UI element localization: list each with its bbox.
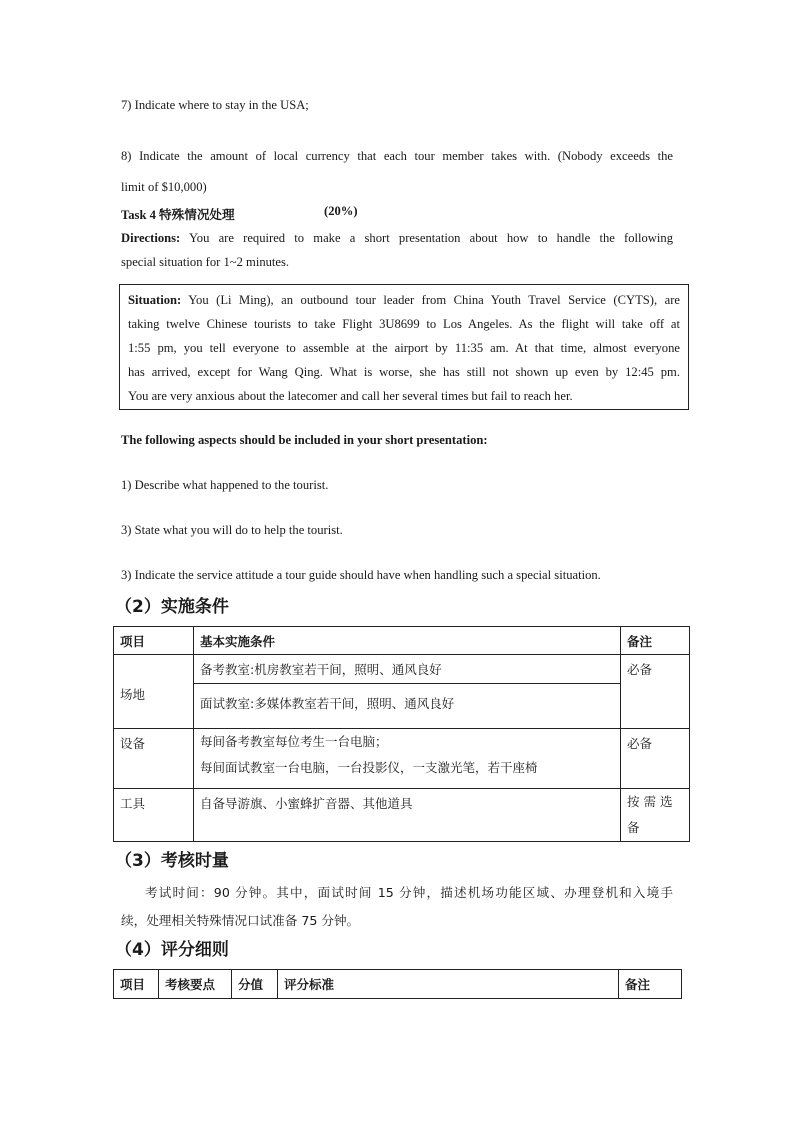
situation-box xyxy=(119,284,689,410)
aspect-2: 3) State what you will do to help the tourist. xyxy=(121,523,343,537)
scoring-header-item: 项目 xyxy=(114,970,159,999)
directions-line2: special situation for 1~2 minutes. xyxy=(121,255,290,269)
task4-title: Task 4 特殊情况处理 xyxy=(121,208,235,222)
situation-text-1: You (Li Ming), an outbound tour leader from China Youth Travel Service (CYTS), are xyxy=(188,293,680,307)
situation-label: Situation: xyxy=(128,293,182,307)
section4-heading: （4）评分细则 xyxy=(115,940,229,960)
situation-line-3: 1:55 pm, you tell everyone to assemble at the airport by 11:35 am. At that time, almost everyone xyxy=(128,341,680,355)
section2-heading: （2）实施条件 xyxy=(115,597,229,617)
scoring-header-note: 备注 xyxy=(619,970,682,999)
scoring-header-points: 考核要点 xyxy=(159,970,232,999)
section3-line1: 考试时间：90 分钟。其中，面试时间 15 分钟，描述机场功能区域、办理登机和入境手 xyxy=(145,885,673,900)
item-8-line1: 8) Indicate the amount of local currency that each tour member takes with. (Nobody exceeds the xyxy=(121,149,673,163)
row-equipment-conditions xyxy=(194,729,621,789)
section3-heading: （3）考核时量 xyxy=(115,851,229,871)
conditions-table xyxy=(113,626,690,842)
situation-line-1 xyxy=(128,293,680,308)
row-venue-item: 场地 xyxy=(114,655,194,729)
table-header-note: 备注 xyxy=(621,627,690,655)
item-7: 7) Indicate where to stay in the USA; xyxy=(121,98,309,112)
directions-text: You are required to make a short presentation about how to handle the following xyxy=(188,231,673,245)
row-equipment-condition-2: 每间面试教室一台电脑，一台投影仪，一支激光笔，若干座椅 xyxy=(200,760,538,775)
row-equipment-note: 必备 xyxy=(621,729,690,789)
row-tools-item: 工具 xyxy=(114,789,194,842)
directions-label: Directions: xyxy=(121,231,181,245)
task4-percent: (20%) xyxy=(324,204,358,218)
directions-line1 xyxy=(121,232,673,245)
aspects-heading: The following aspects should be included in your short presentation: xyxy=(121,433,488,447)
aspect-1: 1) Describe what happened to the tourist. xyxy=(121,478,329,492)
row-equipment-item: 设备 xyxy=(114,729,194,789)
scoring-header-score: 分值 xyxy=(232,970,278,999)
row-tools-condition: 自备导游旗、小蜜蜂扩音器、其他道具 xyxy=(194,789,621,842)
row-equipment-condition-1: 每间备考教室每位考生一台电脑； xyxy=(200,734,388,749)
situation-line-5: You are very anxious about the latecomer and call her several times but fail to reach her. xyxy=(128,389,573,403)
row-venue-note: 必备 xyxy=(621,655,690,729)
row-venue-condition-2: 面试教室:多媒体教室若干间，照明、通风良好 xyxy=(194,684,621,729)
item-8-line2: limit of $10,000) xyxy=(121,180,207,194)
row-venue-condition-1: 备考教室:机房教室若干间，照明、通风良好 xyxy=(194,655,621,684)
scoring-header-criteria: 评分标准 xyxy=(278,970,619,999)
table-header-conditions: 基本实施条件 xyxy=(194,627,621,655)
table-header-item: 项目 xyxy=(114,627,194,655)
scoring-table xyxy=(113,969,682,999)
row-tools-note: 按 需 选 备 xyxy=(621,789,690,842)
situation-line-2: taking twelve Chinese tourists to take Flight 3U8699 to Los Angeles. As the flight will take off at xyxy=(128,317,680,331)
section3-line2: 续，处理相关特殊情况口试准备 75 分钟。 xyxy=(121,913,360,928)
situation-line-4: has arrived, except for Wang Qing. What is worse, she has still not shown up even by 12:45 pm. xyxy=(128,365,680,379)
aspect-3: 3) Indicate the service attitude a tour guide should have when handling such a special situation. xyxy=(121,568,601,582)
